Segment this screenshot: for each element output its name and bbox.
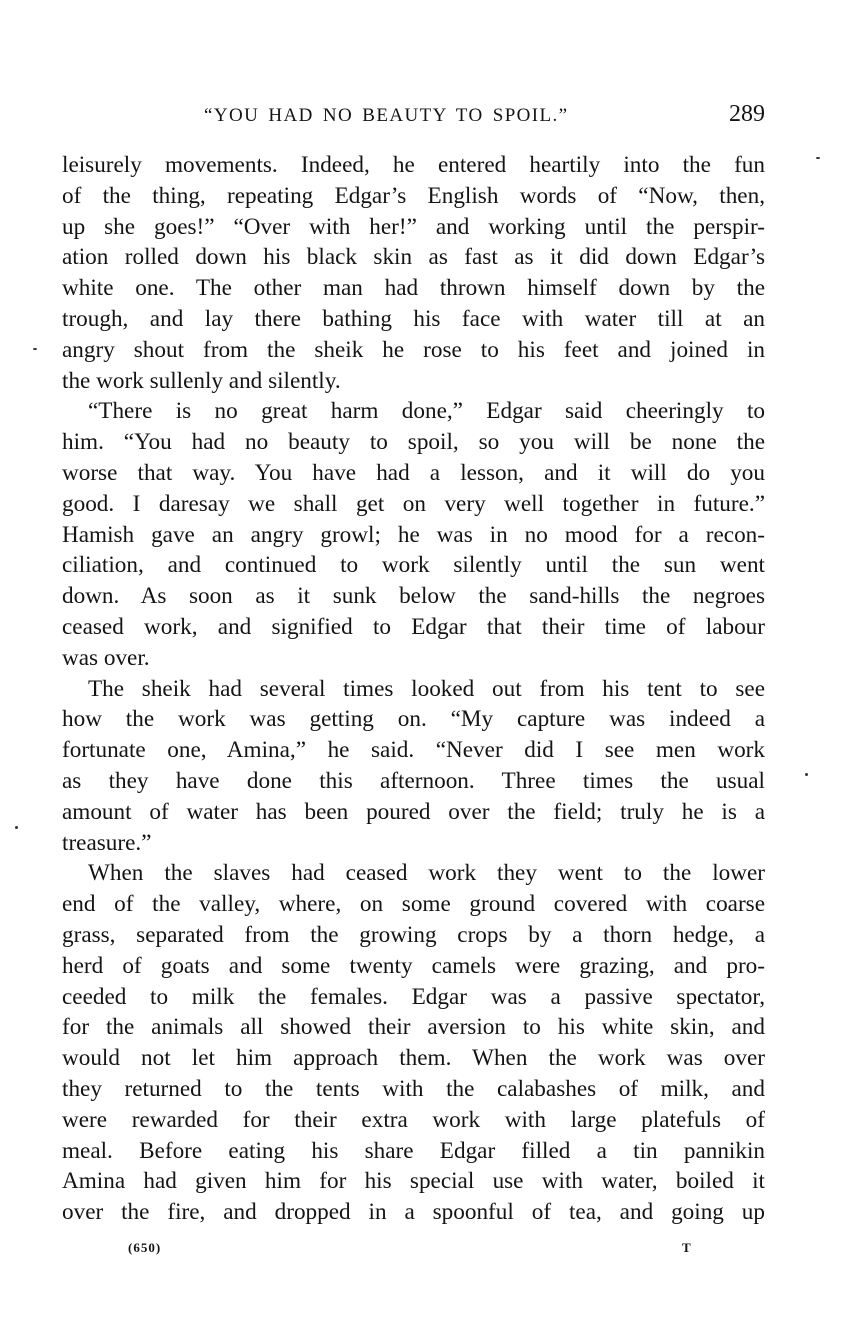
text-line: ceeded to milk the females. Edgar was a passive spectator, xyxy=(62,983,765,1010)
text-line: leisurely movements. Indeed, he entered heartily into the fun xyxy=(62,152,765,178)
printer-signature-mark: T xyxy=(682,1240,691,1255)
text-line: good. I daresay we shall get on very well together in future.” xyxy=(62,490,765,517)
text-line: the work sullenly and silently. xyxy=(62,367,341,394)
text-line: herd of goats and some twenty camels were grazing, and pro- xyxy=(62,952,765,979)
margin-speck xyxy=(805,773,808,776)
page-number: 289 xyxy=(729,101,765,127)
margin-speck xyxy=(33,348,37,350)
text-line: over the fire, and dropped in a spoonful of tea, and going up xyxy=(62,1199,765,1226)
text-line: “There is no great harm done,” Edgar said cheeringly to xyxy=(88,398,765,425)
body-text xyxy=(62,150,765,1228)
running-head xyxy=(62,101,765,131)
text-line: fortunate one, Amina,” he said. “Never did I see men work xyxy=(62,737,765,764)
text-line: down. As soon as it sunk below the sand-hills the negroes xyxy=(62,583,765,610)
text-line: When the slaves had ceased work they went to the lower xyxy=(88,860,765,887)
text-line: him. “You had no beauty to spoil, so you will be none the xyxy=(62,429,765,456)
text-line: ciliation, and continued to work silently until the sun went xyxy=(62,552,765,579)
text-line: they returned to the tents with the calabashes of milk, and xyxy=(62,1075,765,1102)
text-line: ceased work, and signified to Edgar that their time of labour xyxy=(62,613,765,640)
text-line: trough, and lay there bathing his face with water till at an xyxy=(62,305,765,332)
text-line: white one. The other man had thrown himself down by the xyxy=(62,275,765,302)
text-line: how the work was getting on. “My capture was indeed a xyxy=(62,706,765,733)
text-line: angry shout from the sheik he rose to his feet and joined in xyxy=(62,336,765,363)
text-line: for the animals all showed their aversion to his white skin, and xyxy=(62,1014,765,1041)
text-line: worse that way. You have had a lesson, and it will do you xyxy=(62,459,765,486)
text-line: were rewarded for their extra work with large platefuls of xyxy=(62,1106,765,1133)
text-line: grass, separated from the growing crops by a thorn hedge, a xyxy=(62,921,765,948)
text-line: amount of water has been poured over the field; truly he is a xyxy=(62,798,765,825)
text-line: end of the valley, where, on some ground covered with coarse xyxy=(62,891,765,918)
page-footer xyxy=(62,1236,765,1260)
text-line: of the thing, repeating Edgar’s English words of “Now, then, xyxy=(62,182,765,209)
text-line: Amina had given him for his special use with water, boiled it xyxy=(62,1168,765,1195)
printer-signature-code: (650) xyxy=(128,1240,162,1255)
text-line: treasure.” xyxy=(62,829,152,856)
text-line: The sheik had several times looked out from his tent to see xyxy=(88,675,765,702)
margin-speck xyxy=(816,157,820,159)
text-line: ation rolled down his black skin as fast as it did down Edgar’s xyxy=(62,244,765,271)
text-line: was over. xyxy=(62,644,150,671)
running-title: “YOU HAD NO BEAUTY TO SPOIL.” xyxy=(204,105,569,126)
text-line: Hamish gave an angry growl; he was in no mood for a recon- xyxy=(62,521,765,548)
margin-speck xyxy=(15,826,18,829)
text-line: meal. Before eating his share Edgar filled a tin pannikin xyxy=(62,1137,765,1164)
text-line: would not let him approach them. When the work was over xyxy=(62,1045,765,1072)
text-line: as they have done this afternoon. Three times the usual xyxy=(62,767,765,794)
text-line: up she goes!” “Over with her!” and working until the perspir- xyxy=(62,213,765,240)
